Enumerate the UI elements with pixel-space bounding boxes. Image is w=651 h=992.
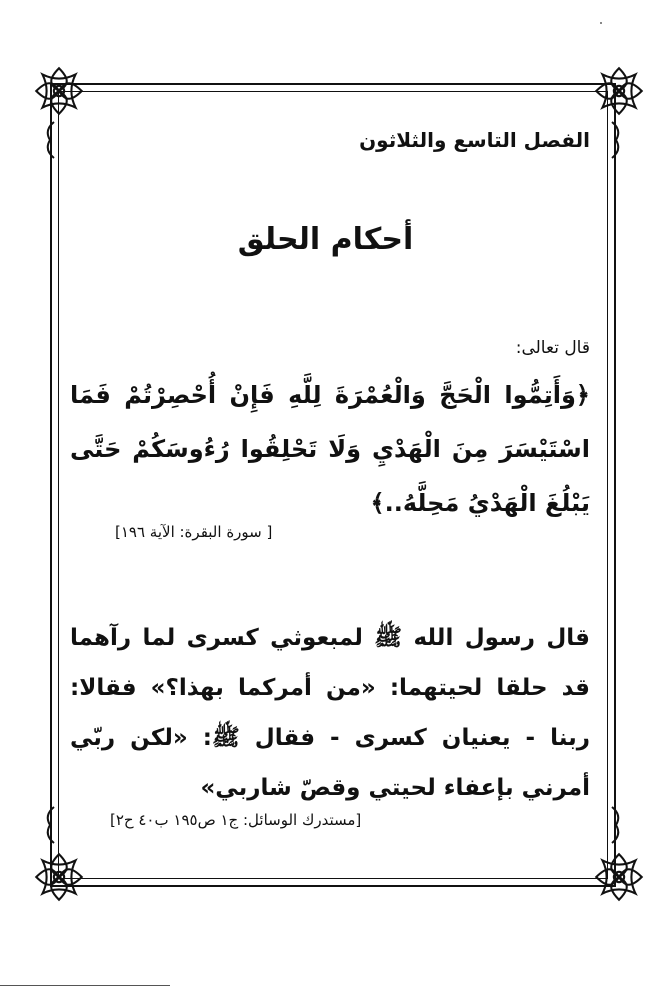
side-bracket-icon bbox=[42, 120, 56, 160]
corner-ornament-icon bbox=[28, 60, 90, 122]
side-bracket-icon bbox=[610, 805, 624, 845]
side-bracket-icon bbox=[610, 120, 624, 160]
side-bracket-icon bbox=[42, 805, 56, 845]
hadith-reference: [مستدرك الوسائل: ج١ ص١٩٥ ب٤٠ ح٢] bbox=[110, 811, 362, 829]
quran-verse: ﴿وَأَتِمُّوا الْحَجَّ وَالْعُمْرَةَ لِلَّهِ فَإِنْ أُحْصِرْتُمْ فَمَا اسْتَيْسَرَ مِنَ الْهَدْيِ وَلَا تَحْلِقُوا رُءُوسَكُمْ حَتَّى يَبْلُغَ الْهَدْيُ مَحِلَّهُ..﴾ bbox=[70, 381, 590, 517]
verse-reference: [ سورة البقرة: الآية ١٩٦] bbox=[115, 523, 273, 541]
verse-intro: قال تعالى: bbox=[515, 338, 590, 358]
corner-ornament-icon bbox=[588, 846, 650, 908]
scan-edge-line bbox=[0, 985, 170, 986]
corner-ornament-icon bbox=[28, 846, 90, 908]
hadith-text: قال رسول الله ﷺ لمبعوثي كسرى لما رآهما قد حلقا لحيتهما: «من أمركما بهذا؟» فقالا: ربنا - يعنيان كسرى - فقال ﷺ: «لكن ربّي أمرني بإعفاء لحيتي وقصّ شاربي» bbox=[70, 625, 590, 801]
corner-ornament-icon bbox=[588, 60, 650, 122]
page-title: أحكام الحلق bbox=[237, 222, 414, 257]
speck bbox=[600, 22, 602, 24]
chapter-heading: الفصل التاسع والثلاثون bbox=[359, 128, 590, 152]
